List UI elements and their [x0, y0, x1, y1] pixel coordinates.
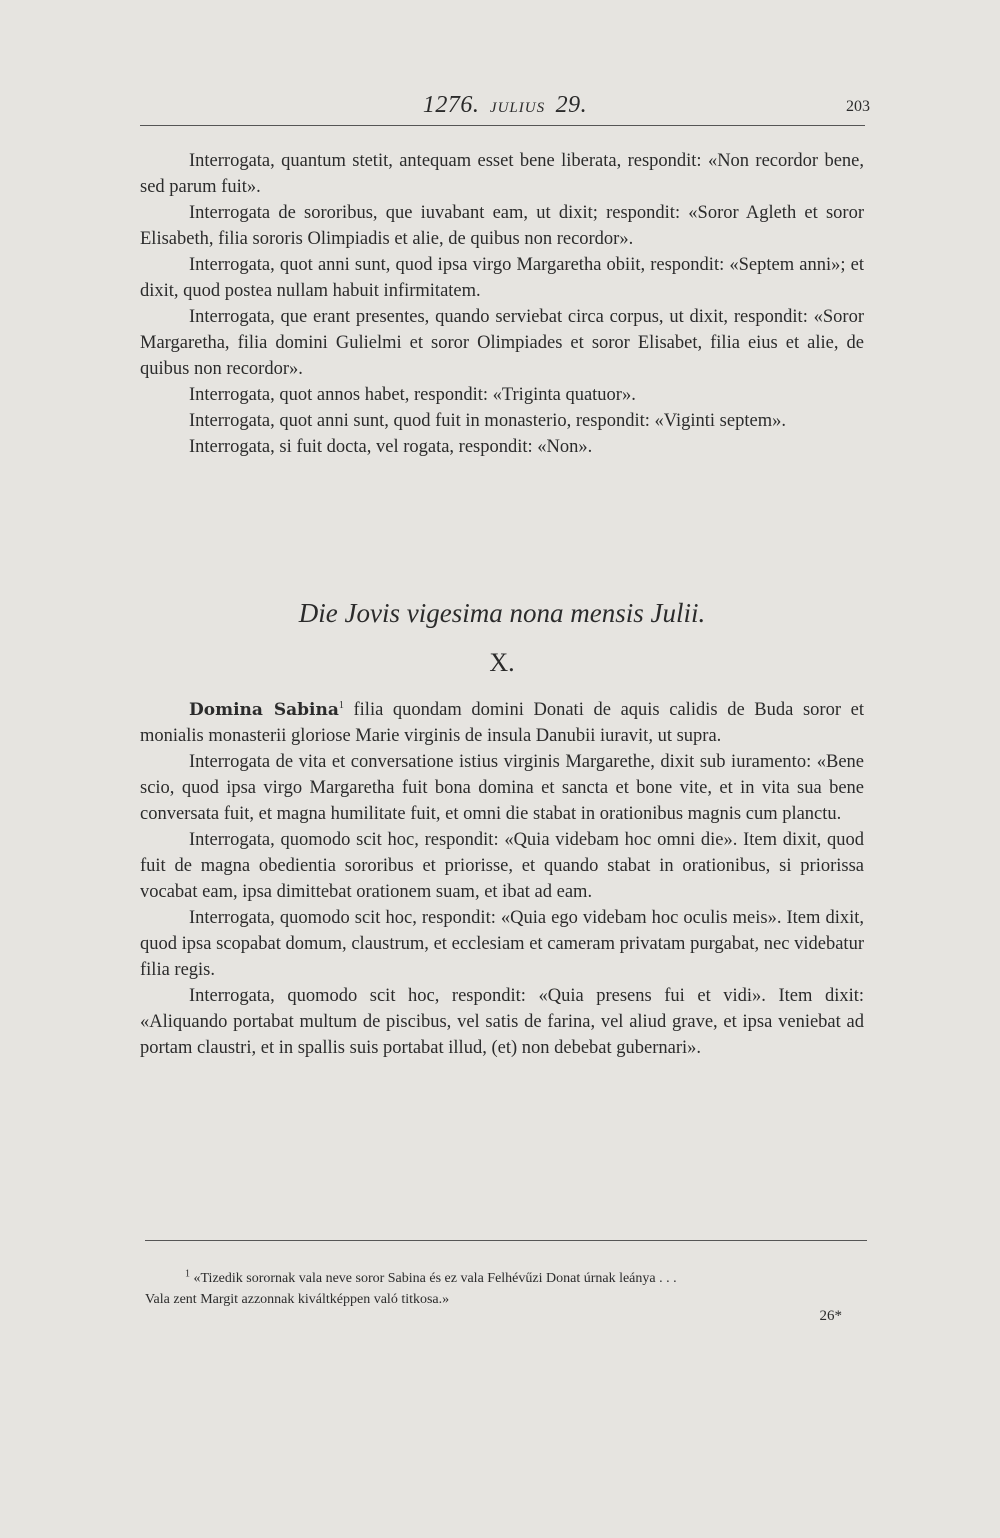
paragraph: Interrogata, si fuit docta, vel rogata, respondit: «Non». — [189, 437, 593, 457]
page-number: 203 — [846, 98, 870, 115]
witness-name: Domina Sabina — [189, 700, 339, 720]
footnote-line: Vala zent Margit azzonnak kiváltképpen való titkosa.» — [145, 1292, 450, 1307]
header-rule — [140, 125, 865, 126]
witness-intro-text: filia quondam domini Donati de aquis calidis de Buda soror et monialis monasterii gloriose Marie virginis de insula Danubii iuravit, ut supra. — [140, 700, 864, 746]
body-text — [140, 148, 864, 460]
paragraph: Interrogata, quomodo scit hoc, respondit: «Quia ego videbam hoc oculis meis». Item dixit, quod ipsa scopabat domum, claustrum, et ecclesiam et cameram privatam purgabat, nec videbatur filia regis. — [140, 908, 864, 980]
date-heading: Die Jovis vigesima nona mensis Julii. — [298, 598, 706, 628]
paragraph: Interrogata, quomodo scit hoc, respondit: «Quia videbam hoc omni die». Item dixit, quod fuit de magna obedientia sororibus et priorisse, et quando stabat in orationibus, si priorissa vocabat eam, ipsa dimittebat orationem suam, et ibat ad eam. — [140, 830, 864, 902]
paragraph: Interrogata, quot anni sunt, quod ipsa virgo Margaretha obiit, respondit: «Septem anni»; et dixit, quod postea nullam habuit infirmitatem. — [140, 255, 864, 301]
section-number: X. — [489, 648, 515, 677]
paragraph: Interrogata de vita et conversatione istius virginis Margarethe, dixit sub iuramento: «Bene scio, quod ipsa virgo Margaretha fuit bona domina et sancta et bone vite, et in vita sua bene conversata fuit, et magna humilitate fuit, et omni die stabat in orationibus magnis cum planctu. — [140, 752, 864, 824]
footnote — [145, 1268, 875, 1310]
paragraph: Interrogata, quot annos habet, respondit: «Triginta quatuor». — [189, 385, 636, 405]
signature-mark: 26* — [819, 1308, 842, 1324]
footnote-line — [145, 1268, 875, 1289]
footnote-marker: 1 — [185, 1268, 190, 1280]
paragraph: Interrogata, quomodo scit hoc, respondit: «Quia presens fui et vidi». Item dixit: «Aliquando portabat multum de piscibus, vel satis de farina, vel aliud grave, et ipsa veniebat ad portam claustri, et in spallis suis portabat illud, (et) non debebat gubernari». — [140, 986, 864, 1058]
header-year: 1276. — [422, 92, 480, 118]
header-month: JULIUS — [489, 100, 546, 116]
paragraph: Interrogata, que erant presentes, quando serviebat circa corpus, ut dixit, respondit: «Soror Margaretha, filia domini Gulielmi et soror Olimpiades et soror Elisabet, filia eius et alie, de quibus non recordor». — [140, 307, 864, 379]
paragraph: Interrogata de sororibus, que iuvabant eam, ut dixit; respondit: «Soror Agleth et soror Elisabeth, filia sororis Olimpiadis et alie, de quibus non recordor». — [140, 203, 864, 249]
section-text — [140, 697, 864, 1061]
footnote-rule — [145, 1240, 867, 1241]
header-day: 29. — [555, 92, 588, 118]
page-header — [140, 92, 870, 124]
paragraph: Interrogata, quot anni sunt, quod fuit in monasterio, respondit: «Viginti septem». — [189, 411, 786, 431]
witness-intro — [140, 697, 864, 749]
paragraph: Interrogata, quantum stetit, antequam esset bene liberata, respondit: «Non recordor bene, sed parum fuit». — [140, 151, 864, 197]
running-title — [140, 92, 870, 119]
footnote-text: «Tizedik sorornak vala neve soror Sabina és ez vala Felhévűzi Donat úrnak leánya . . . — [193, 1271, 677, 1286]
footnote-ref[interactable]: 1 — [338, 699, 344, 711]
